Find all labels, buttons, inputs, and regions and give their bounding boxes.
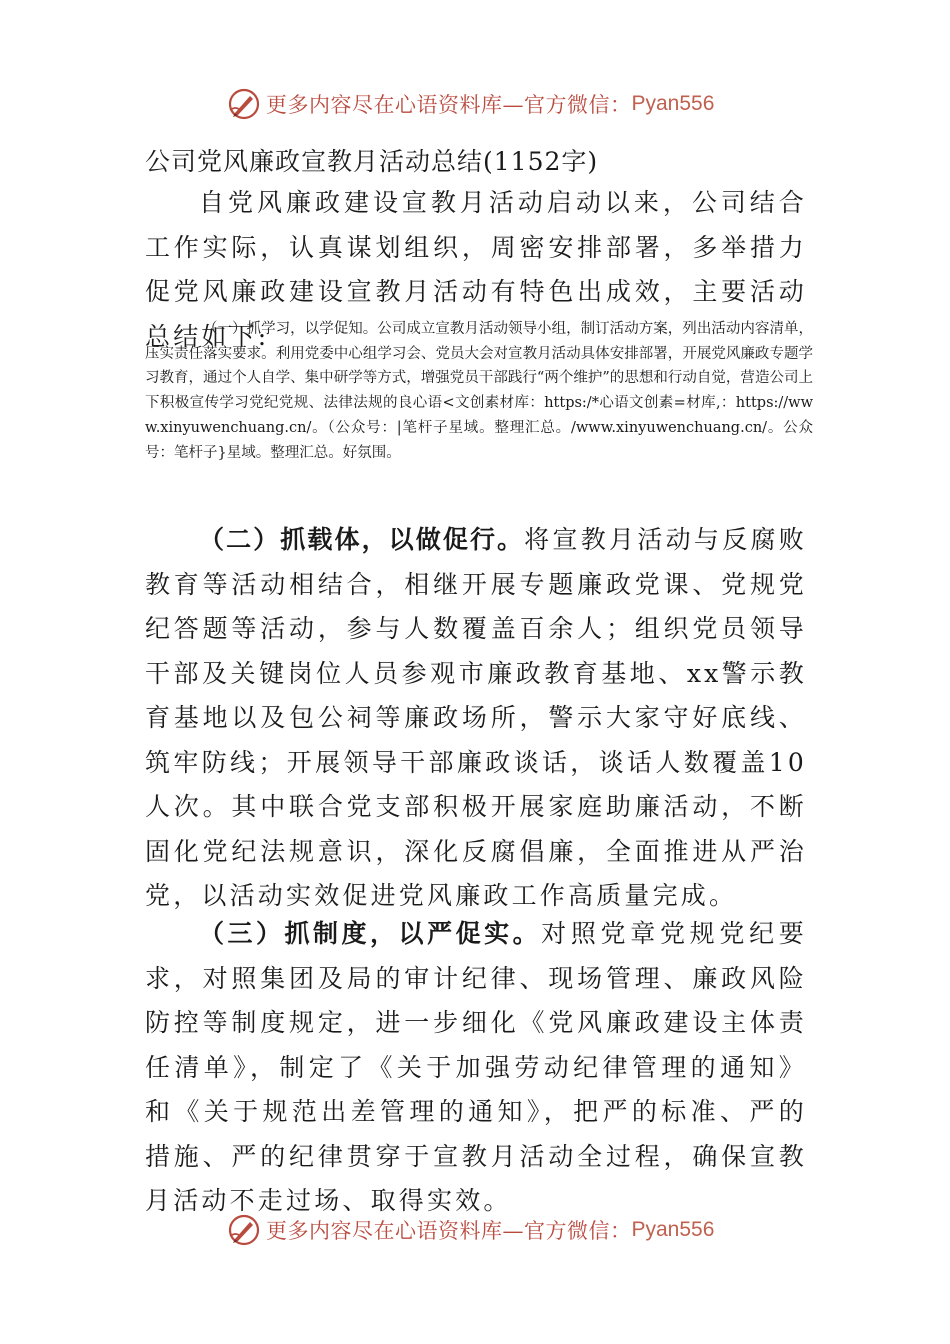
banner-text: 更多内容尽在心语资料库—官方微信： [266, 1219, 632, 1243]
intro-paragraph: 自党风廉政建设宣教月活动启动以来，公司结合工作实际，认真谋划组织，周密安排部署，多举措力促党风廉政建设宣教月活动有特色出成效，主要活动总结如下: [145, 188, 807, 351]
banner-handle: Pyan556 [631, 1218, 715, 1241]
section-1-paragraph: （一）抓学习，以学促知。公司成立宣教月活动领导小组，制订活动方案，列出活动内容清单，压实责任落实要求。利用党委中心组学习会、党员大会对宣教月活动具体安排部署，开展党风廉政专题学习教育，通过个人自学、集中研学等方式，增强党员干部践行“两个维护”的思想和行动自觉，营造公司上下积极宣传学习党纪党规、法律法规的良心语<文创素材库：https:/*心语文创素=材库,：https://www.xinyuwenchuang.cn/。（公众号：|笔杆子星域。整理汇总。/www.xinyuwenchuang.cn/。公众号：笔杆子}星域。整理汇总。好氛围。 [145, 321, 813, 461]
section-3-paragraph [145, 912, 807, 1224]
banner-text: 更多内容尽在心语资料库—官方微信： [266, 93, 632, 117]
page-title: 公司党风廉政宣教月活动总结(1152字) [145, 147, 599, 176]
pen-logo-icon [226, 1212, 262, 1248]
pen-logo-icon [226, 86, 262, 122]
section-3-body: 对照党章党规党纪要求，对照集团及局的审计纪律、现场管理、廉政风险防控等制度规定，进一步细化《党风廉政建设主体责任清单》，制定了《关于加强劳动纪律管理的通知》和《关于规范出差管理的通知》，把严的标准、严的措施、严的纪律贯穿于宣教月活动全过程，确保宣教月活动不走过场、取得实效。 [145, 919, 807, 1215]
section-2-lead: （二）抓载体，以做促行。 [199, 525, 525, 554]
section-2-body: 将宣教月活动与反腐败教育等活动相结合，相继开展专题廉政党课、党规党纪答题等活动，参与人数覆盖百余人；组织党员领导干部及关键岗位人员参观市廉政教育基地、xx警示教育基地以及包公祠等廉政场所，警示大家守好底线、筑牢防线；开展领导干部廉政谈话，谈话人数覆盖10人次。其中联合党支部积极开展家庭助廉活动，不断固化党纪法规意识，深化反腐倡廉，全面推进从严治党，以活动实效促进党风廉政工作高质量完成。 [145, 525, 807, 910]
section-2-paragraph [145, 518, 807, 919]
section-3-lead: （三）抓制度，以严促实。 [199, 919, 542, 948]
footer-banner [226, 1210, 714, 1250]
header-banner [226, 84, 714, 124]
banner-handle: Pyan556 [631, 92, 715, 115]
